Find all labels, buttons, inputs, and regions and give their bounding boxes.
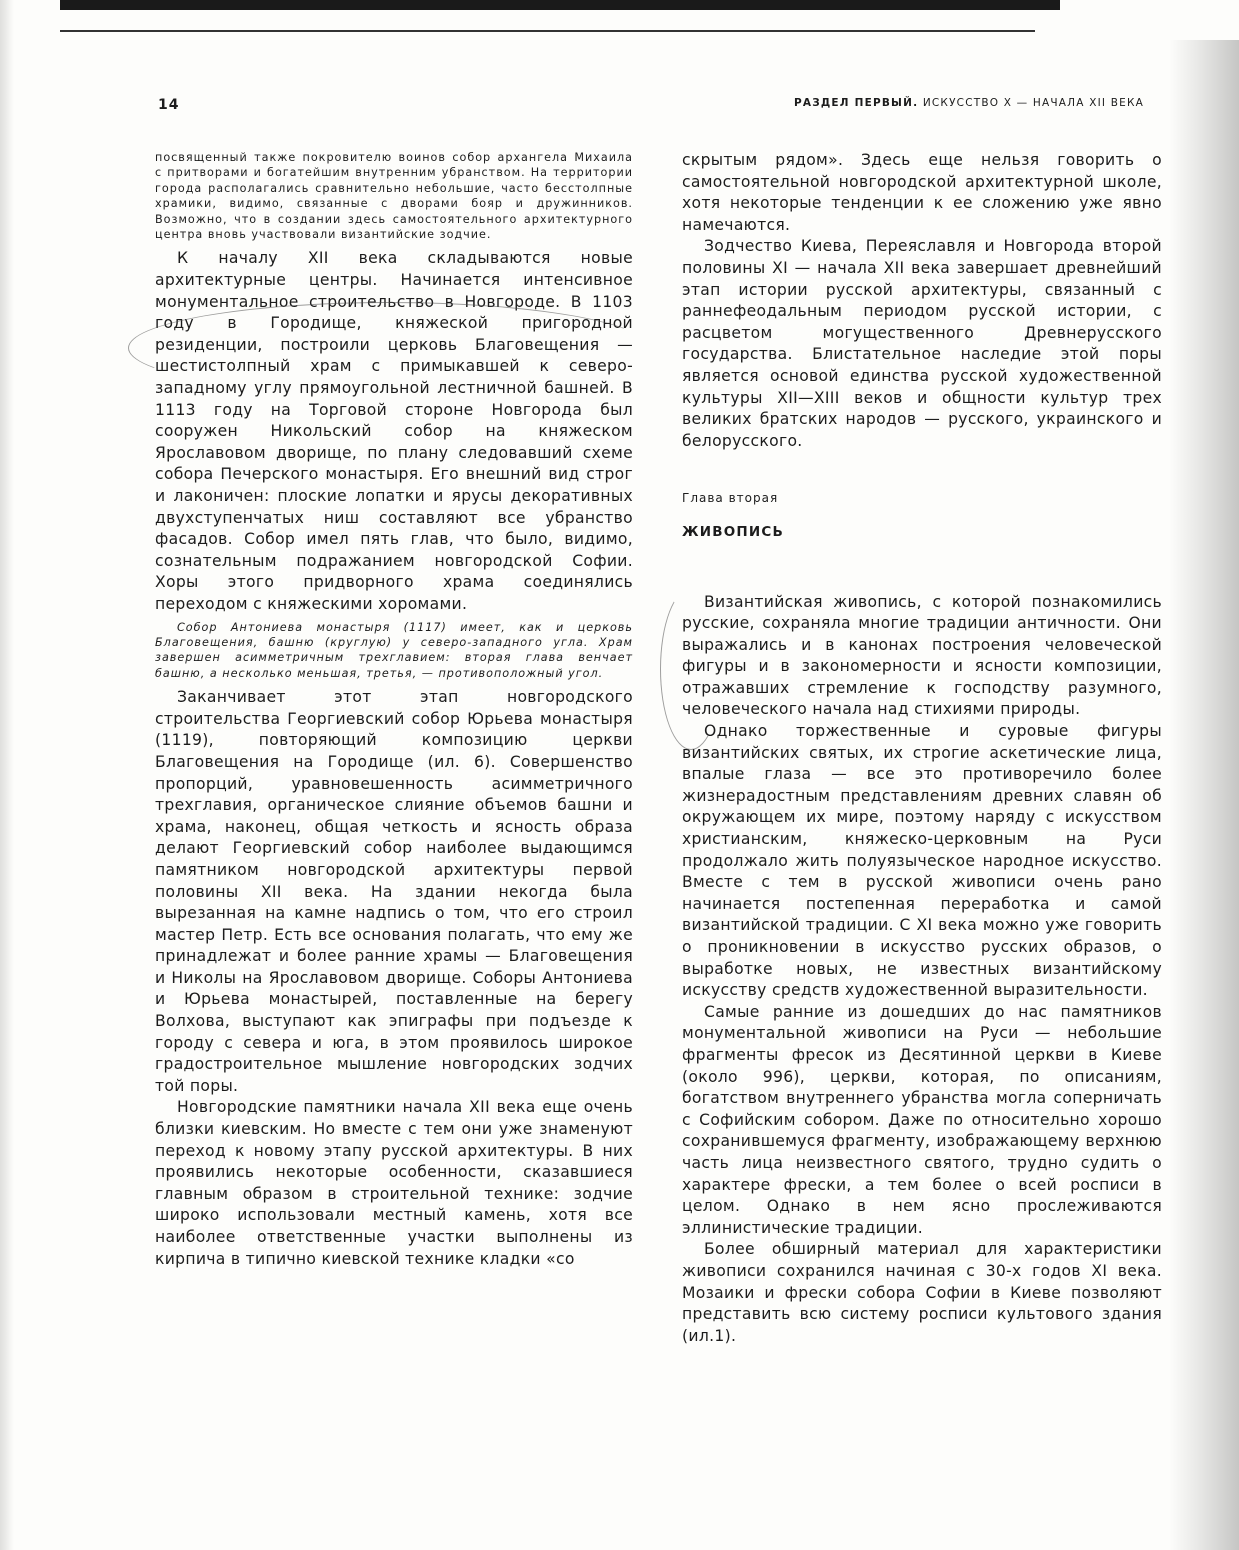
page-number: 14 [158,97,180,113]
chapter-title: ЖИВОПИСЬ [682,523,784,540]
right-paragraph-2: Зодчество Киева, Переяславля и Новгорода второй половины XI — начала XII века завершает древнейший этап истории русской архитектуры, связанный с раннефеодальным периодом русской истории, с расцветом могущественного Древнерусского государства. Блистательное наследие этой поры является основой единства русской художественной культуры XII—XIII веков и общности культур трех великих братских народов — русского, украинского и белорусского. [682,237,1162,450]
scan-top-edge [60,0,1060,14]
running-head [794,97,1144,109]
running-head-section: РАЗДЕЛ ПЕРВЫЙ. [794,97,919,109]
scan-right-shadow [1169,40,1239,1550]
right-paragraph-6: Более обширный материал для характеристики живописи сохранился начиная с 30-х годов XI века. Мозаики и фрески собора Софии в Киеве позволяют представить всю систему росписи культового здания (ил.1). [682,1240,1162,1345]
left-paragraph-small-1: посвященный также покровителю воинов собор архангела Михаила с притворами и богатейшим внутренним убранством. На территории города располагались сравнительно небольшие, часто бесстолпные храмики, видимо, связанные с дворами бояр и дружинников. Возможно, что в создании здесь самостоятельного архитектурного центра вновь участвовали византийские зодчие. [155,151,633,242]
scan-top-rule [60,30,1035,32]
chapter-label: Глава вторая [682,491,779,506]
right-paragraph-4: Однако торжественные и суровые фигуры византийских святых, их строгие аскетические лица, впалые глаза — все это противоречило более жизнерадостным представлениям древних славян об окружающем их мире, поэтому наряду с искусством христианским, княжеско-церковным на Руси продолжало жить полуязыческое народное искусство. Вместе с тем в русской живописи очень рано начинается постепенная переработка и самой византийской традиции. С XI века можно уже говорить о проникновении в искусство русских образов, о выработке новых, не известных византийскому искусству средств художественной выразительности. [682,722,1162,1000]
running-head-title: ИСКУССТВО X — НАЧАЛА XII ВЕКА [918,97,1144,109]
right-paragraph-5: Самые ранние из дошедших до нас памятников монументальной живописи на Руси — небольшие фрагменты фресок из Десятинной церкви в Киеве (около 996), церкви, которая, по описаниям, богатством внутреннего убранства могла соперничать с Софийским собором. Даже по относительно хорошо сохранившемуся фрагменту, изображающему верхнюю часть лица неизвестного святого, трудно судить о характере фрески, а тем более о всей росписи в целом. Однако в нем ясно прослеживаются эллинистические традиции. [682,1002,1162,1237]
left-paragraph-4: Заканчивает этот этап новгородского строительства Георгиевский собор Юрьева монастыря (1119), повторяющий композицию церкви Благовещения на Городище (ил. 6). Совершенство пропорций, уравновешенность асимметричного трехглавия, органическое слияние объемов башни и храма, наконец, общая четкость и ясность образа делают Георгиевский собор наиболее выдающимся памятником новгородской архитектуры первой половины XII века. На здании некогда была вырезанная на камне надпись о том, что его строил мастер Петр. Есть все основания полагать, что ему же принадлежат и более ранние храмы — Благовещения и Николы на Ярославовом дворище. Соборы Антониева и Юрьева монастырей, поставленные на берегу Волхова, выступают как эпиграфы при подъезде к городу с севера и юга, в этом проявилось широкое градостроительное мышление новгородских зодчих той поры. [155,688,633,1095]
right-paragraph-3: Византийская живопись, с которой познакомились русские, сохраняла многие традиции античности. Они выражались и в канонах построения человеческой фигуры и в закономерности и ясности композиции, отражавших стремление к господству разумного, человеческого начала над стихиями природы. [682,592,1162,719]
scan-left-shadow [0,0,14,1550]
left-paragraph-5: Новгородские памятники начала XII века еще очень близки киевским. Но вместе с тем они уже знаменуют переход к новому этапу русской архитектуры. В них проявились некоторые особенности, сказавшиеся главным образом в строительной технике: зодчие широко использовали местный камень, хотя все наиболее ответственные участки выполнены из кирпича в типично киевской технике кладки «со [155,1098,633,1268]
pencil-mark-right [660,588,722,750]
left-paragraph-small-3: Собор Антониева монастыря (1117) имеет, как и церковь Благовещения, башню (круглую) у северо-западного угла. Храм завершен асимметричным трехглавием: вторая глава венчает башню, а несколько меньшая, третья, — противоположный угол. [155,620,633,680]
right-column [682,150,1162,1347]
right-paragraph-1: скрытым рядом». Здесь еще нельзя говорить о самостоятельной новгородской архитектурной школе, хотя некоторые тенденции к ее сложению уже явно намечаются. [682,151,1162,234]
left-paragraph-2: К началу XII века складываются новые архитектурные центры. Начинается интенсивное монументальное строительство в Новгороде. В 1103 году в Городище, княжеской пригородной резиденции, построили церковь Благовещения — шестистолпный храм с примыкавшей к северо-западному углу прямоугольной лестничной башней. В 1113 году на Торговой стороне Новгорода был сооружен Никольский собор на княжеском Ярославовом дворище, по плану следовавший схеме собора Печерского монастыря. Его внешний вид строг и лаконичен: плоские лопатки и ярусы декоративных двухступенчатых ниш составляют все убранство фасадов. Собор имел пять глав, что было, видимо, сознательным подражанием новгородской Софии. Хоры этого придворного храма соединялись переходом с княжескими хоромами. [155,249,633,613]
pencil-mark-left [128,302,650,394]
